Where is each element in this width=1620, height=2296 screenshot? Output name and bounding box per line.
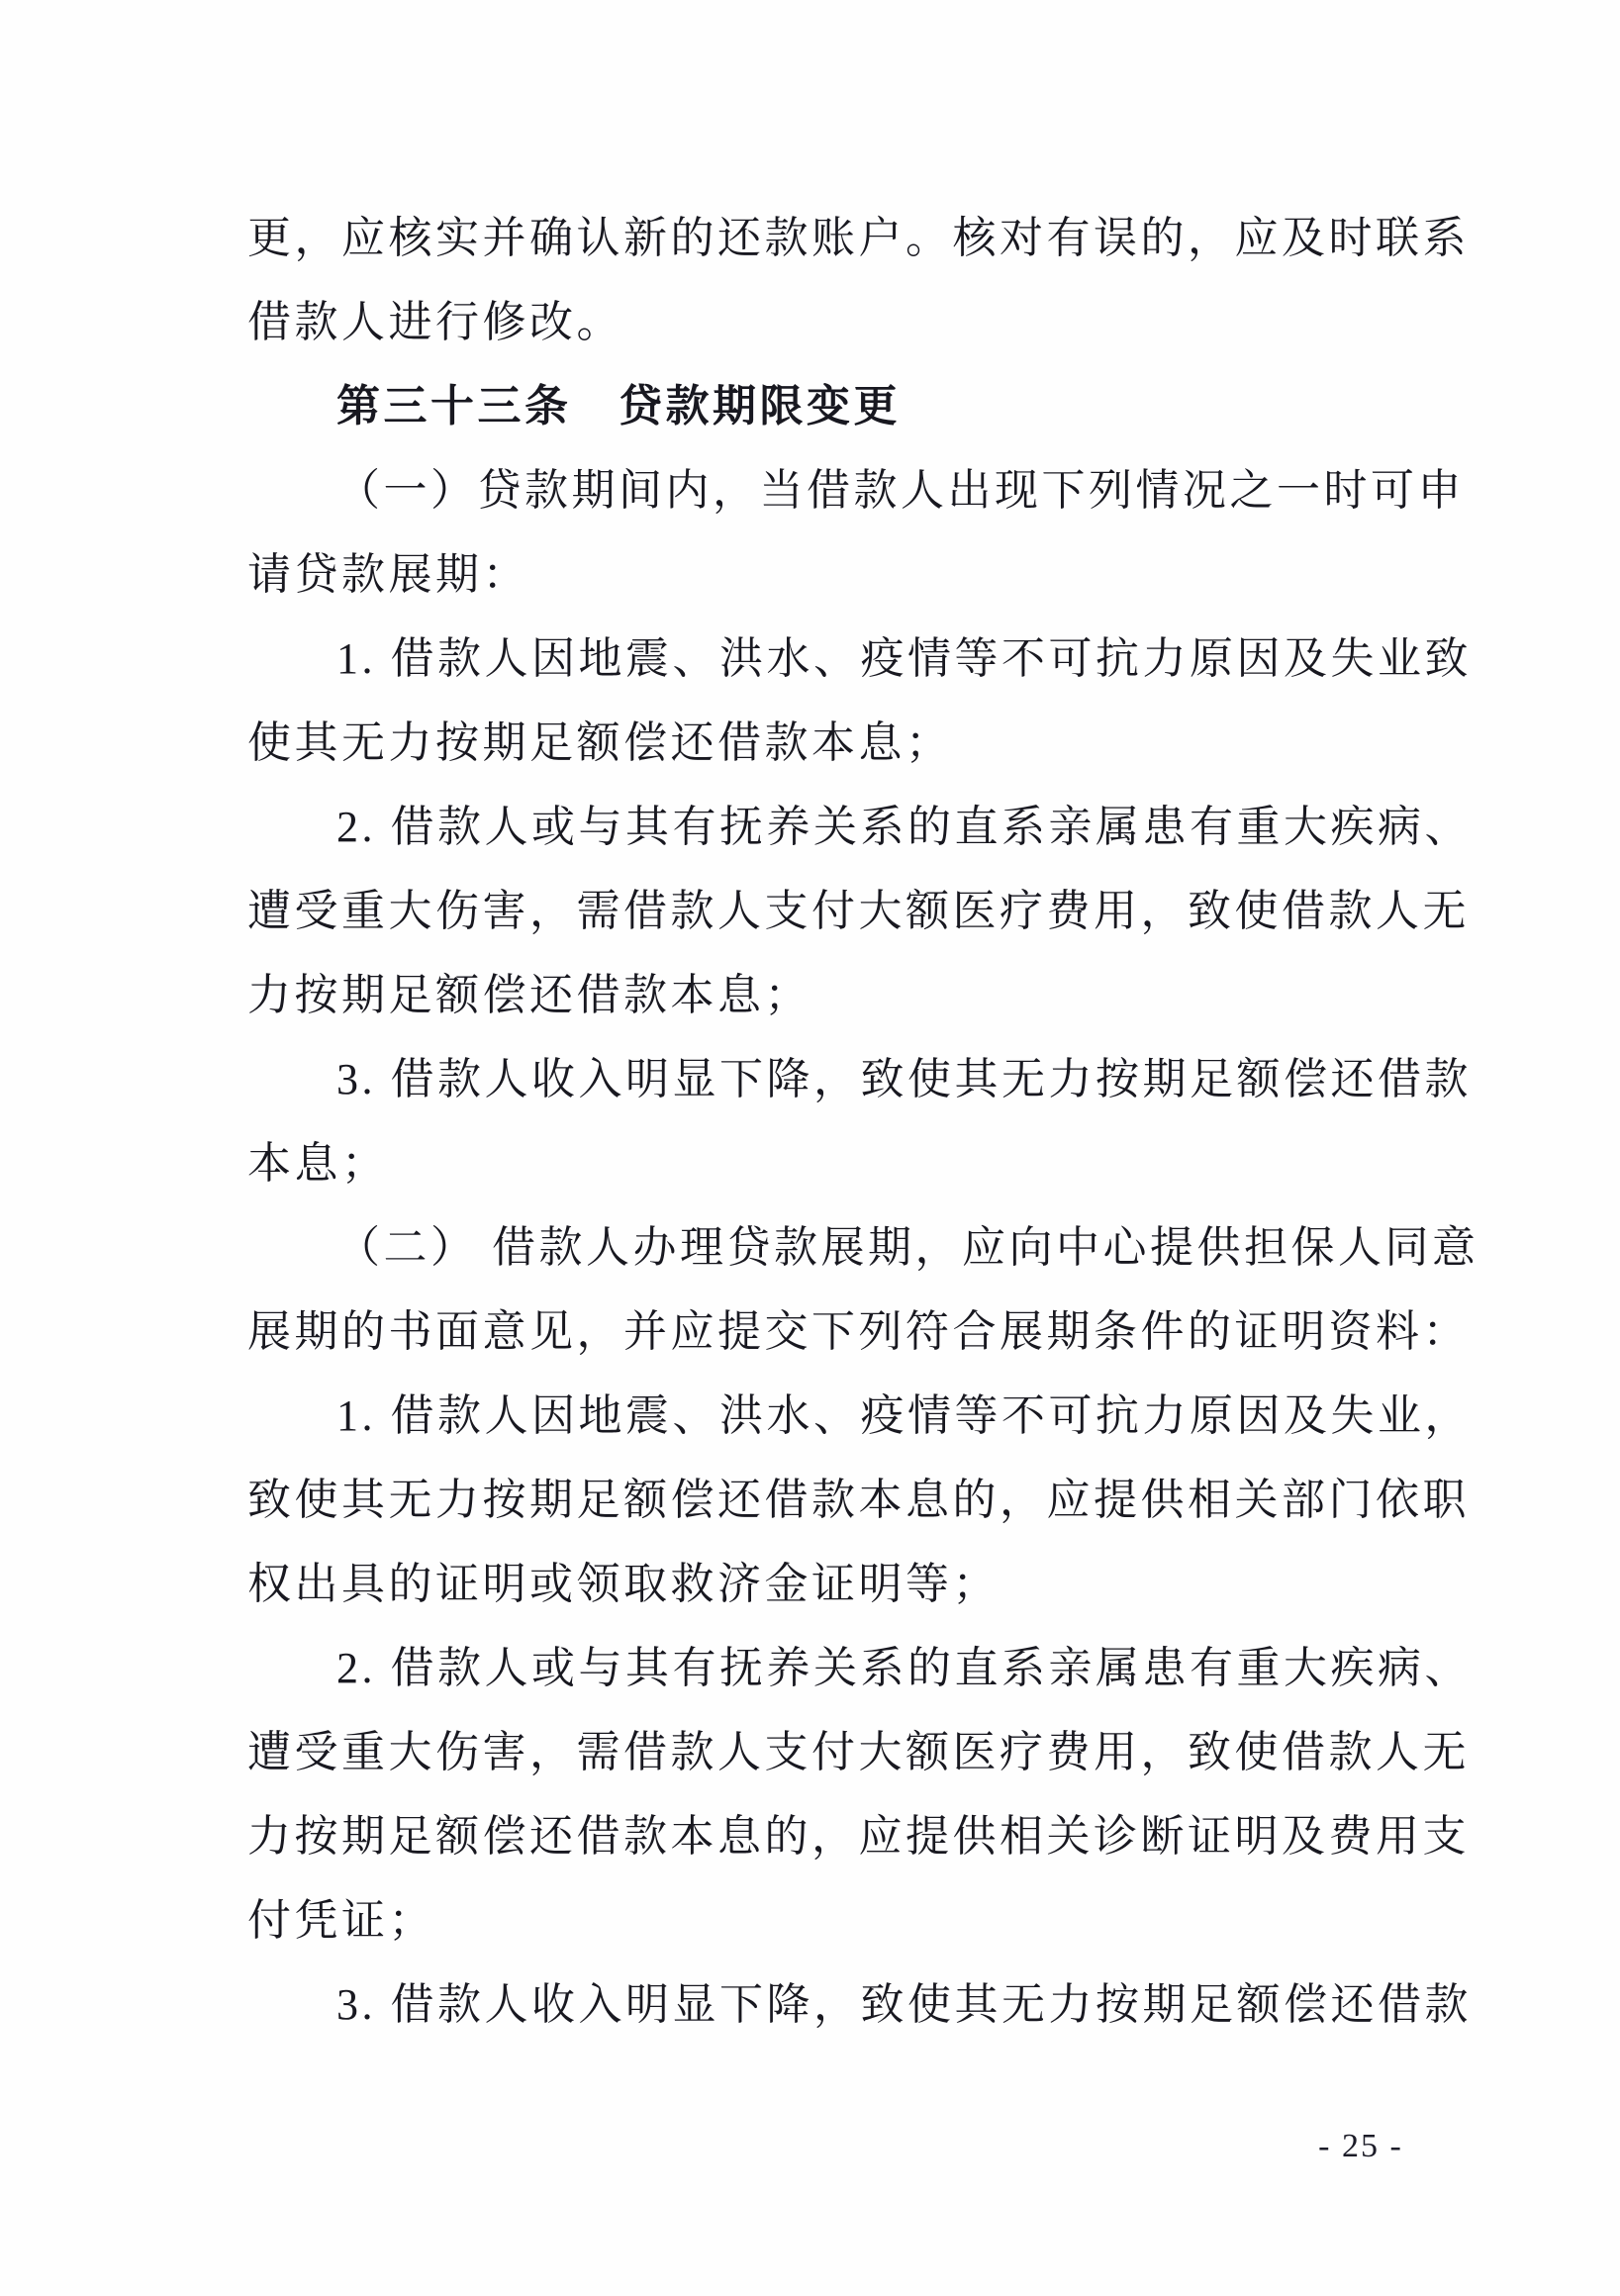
text-line: （二） 借款人办理贷款展期，应向中心提供担保人同意 (336, 1223, 1479, 1272)
text-line: 1. 借款人因地震、洪水、疫情等不可抗力原因及失业致 (336, 634, 1472, 683)
text-line: 3. 借款人收入明显下降，致使其无力按期足额偿还借款 (336, 1055, 1472, 1103)
text-line: 遭受重大伤害，需借款人支付大额医疗费用，致使借款人无 (247, 887, 1470, 935)
text-line: 2. 借款人或与其有抚养关系的直系亲属患有重大疾病、 (336, 803, 1472, 851)
text-line: 权出具的证明或领取救济金证明等； (247, 1560, 1000, 1608)
text-line: 展期的书面意见，并应提交下列符合展期条件的证明资料： (247, 1307, 1470, 1356)
section-heading: 第三十三条 贷款期限变更 (336, 382, 901, 430)
text-line: （一）贷款期间内，当借款人出现下列情况之一时可申 (336, 466, 1465, 515)
text-line: 更，应核实并确认新的还款账户。核对有误的，应及时联系 (247, 214, 1470, 262)
text-line: 2. 借款人或与其有抚养关系的直系亲属患有重大疾病、 (336, 1644, 1472, 1692)
text-line: 使其无力按期足额偿还借款本息； (247, 718, 953, 767)
text-line: 1. 借款人因地震、洪水、疫情等不可抗力原因及失业， (336, 1391, 1472, 1440)
page-body (247, 196, 1479, 2047)
text-line: 致使其无力按期足额偿还借款本息的，应提供相关部门依职 (247, 1476, 1470, 1524)
text-line: 借款人进行修改。 (247, 298, 623, 346)
page-number: - 25 - (1318, 2128, 1403, 2164)
text-line: 本息； (247, 1139, 389, 1188)
text-line: 请贷款展期： (247, 550, 529, 599)
text-line: 付凭证； (247, 1896, 435, 1945)
text-line: 力按期足额偿还借款本息的，应提供相关诊断证明及费用支 (247, 1812, 1470, 1861)
text-line: 遭受重大伤害，需借款人支付大额医疗费用，致使借款人无 (247, 1728, 1470, 1776)
text-line: 3. 借款人收入明显下降，致使其无力按期足额偿还借款 (336, 1980, 1472, 2029)
text-line: 力按期足额偿还借款本息； (247, 971, 811, 1019)
